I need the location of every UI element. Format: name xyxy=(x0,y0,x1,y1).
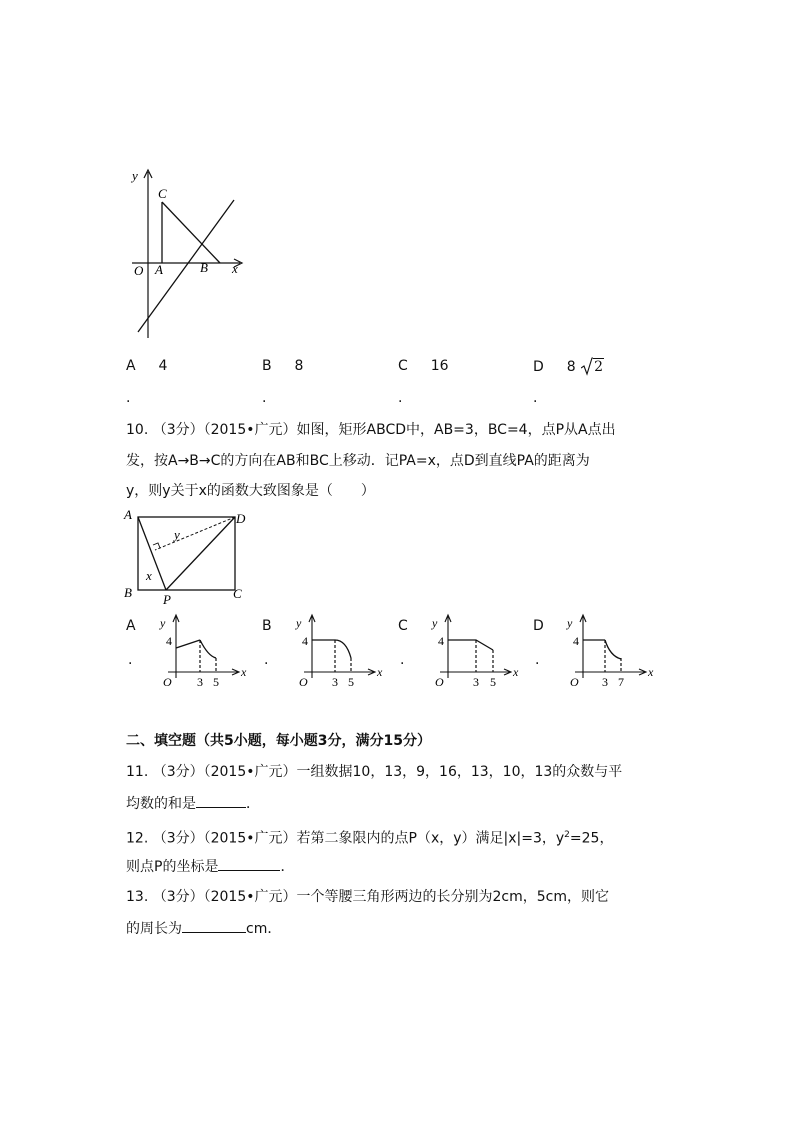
q10-option-a-origin: O xyxy=(163,675,172,689)
q10-option-b-graph xyxy=(274,612,392,692)
q10-option-a-letter: A xyxy=(126,618,136,634)
q10-option-c-origin: O xyxy=(435,675,444,689)
q10-option-b-x-tick-1: 3 xyxy=(332,675,338,689)
q10-option-b-dot: . xyxy=(264,652,269,668)
q9-option-a-value: 4 xyxy=(158,358,168,374)
q9-option-d-letter: D xyxy=(533,359,544,375)
q12-line-2-end: ． xyxy=(280,859,295,875)
q10-option-d-curve-arc xyxy=(605,640,621,659)
q9-option-d-radicand: 2 xyxy=(594,359,603,375)
q10-segment-pa xyxy=(138,517,166,590)
q10-option-a-x-tick-1: 3 xyxy=(197,675,203,689)
right-angle-icon xyxy=(153,543,160,548)
q9-coordinate-figure xyxy=(120,160,260,345)
q12-line-1-text: 12. （3分）（2015•广元）若第二象限内的点P（x，y）满足|x|=3，y xyxy=(126,830,565,847)
q10-label-x: x xyxy=(146,568,152,583)
q10-line-3: y，则y关于x的函数大致图象是（ ） xyxy=(126,483,375,499)
q10-line-2: 发，按A→B→C的方向在AB和BC上移动．记PA=x，点D到直线PA的距离为 xyxy=(126,453,590,469)
q13-answer-blank[interactable] xyxy=(182,918,246,933)
q10-option-d-y-tick: 4 xyxy=(573,634,579,648)
q13-line-1: 13. （3分）（2015•广元）一个等腰三角形两边的长分别为2cm，5cm，则它 xyxy=(126,889,609,905)
q13-line-2-text: 的周长为 xyxy=(126,921,182,937)
q9-option-c[interactable] xyxy=(398,356,449,376)
q10-option-c-letter: C xyxy=(398,618,408,634)
q9-option-b-value: 8 xyxy=(294,358,304,374)
q11-line-1: 11. （3分）（2015•广元）一组数据10，13，9，16，13，10，13的众数与平 xyxy=(126,764,623,780)
q10-option-b-letter: B xyxy=(262,618,272,634)
q10-option-d-x-label: x xyxy=(648,665,654,679)
q12-exponent: 2 xyxy=(564,830,570,840)
q10-option-b-curve-arc xyxy=(335,640,351,658)
q10-label-p: P xyxy=(163,592,171,607)
q10-option-b-y-label: y xyxy=(296,616,302,630)
q10-rectangle-figure xyxy=(118,505,258,613)
q10-line-1: 10. （3分）（2015•广元）如图，矩形ABCD中，AB=3，BC=4，点P从A点出 xyxy=(126,422,616,438)
q10-option-c-x-label: x xyxy=(513,665,519,679)
q10-option-a-curve-line xyxy=(176,640,200,648)
q9-option-b[interactable] xyxy=(262,356,303,376)
q9-option-a-dot: . xyxy=(126,390,131,406)
q9-label-c: C xyxy=(158,186,167,201)
q12-line-1 xyxy=(126,825,613,849)
q12-line-1-end: =25， xyxy=(569,830,614,847)
q10-option-a-x-tick-2: 5 xyxy=(213,675,219,689)
q10-option-a-x-label: x xyxy=(241,665,247,679)
q9-option-d-coef: 8 xyxy=(566,359,576,375)
q9-label-a: A xyxy=(155,262,163,277)
q10-option-a-dot: . xyxy=(128,652,133,668)
q9-label-o: O xyxy=(134,263,144,278)
q9-option-b-letter: B xyxy=(262,358,272,374)
q12-line-2-text: 则点P的坐标是 xyxy=(126,859,219,875)
q13-line-2 xyxy=(126,918,281,939)
q10-label-y: y xyxy=(174,527,180,542)
q9-option-c-letter: C xyxy=(398,358,408,374)
q9-option-c-value: 16 xyxy=(430,358,449,374)
q9-option-d-dot: . xyxy=(533,390,538,406)
q10-option-c-x-tick-2: 5 xyxy=(490,675,496,689)
q10-option-c-curve-line xyxy=(448,640,493,650)
q10-option-a-y-tick: 4 xyxy=(166,634,172,648)
section-2-title: 二、填空题（共5小题，每小题3分，满分15分） xyxy=(126,733,431,749)
q12-line-2 xyxy=(126,856,294,877)
q10-label-b: B xyxy=(124,585,132,600)
q10-label-a: A xyxy=(124,507,132,522)
q10-option-d-dot: . xyxy=(535,652,540,668)
q9-option-b-dot: . xyxy=(262,390,267,406)
q10-option-a-y-label: y xyxy=(160,616,166,630)
q10-option-b-origin: O xyxy=(299,675,308,689)
q11-line-2-end: ． xyxy=(246,796,260,812)
q10-option-d-y-label: y xyxy=(567,616,573,630)
q10-option-d-letter: D xyxy=(533,618,544,634)
q9-label-y: y xyxy=(132,168,138,183)
q13-line-2-end: cm． xyxy=(246,921,282,937)
q10-distance-line xyxy=(155,517,235,550)
q10-option-a-graph xyxy=(138,612,256,692)
q9-line xyxy=(138,200,234,332)
q9-option-d[interactable] xyxy=(533,356,604,377)
q10-option-d-graph xyxy=(545,612,663,692)
q10-option-c-y-tick: 4 xyxy=(438,634,444,648)
q11-line-2-text: 均数的和是 xyxy=(126,796,196,812)
q10-option-c-graph xyxy=(410,612,528,692)
q12-answer-blank[interactable] xyxy=(218,856,280,871)
q10-option-b-x-tick-2: 5 xyxy=(348,675,354,689)
q9-label-b: B xyxy=(200,260,208,275)
q10-option-b-y-tick: 4 xyxy=(302,634,308,648)
q10-option-a-curve-arc xyxy=(200,640,216,658)
q10-option-c-x-tick-1: 3 xyxy=(473,675,479,689)
q10-label-d: D xyxy=(236,511,246,526)
q10-option-c-dot: . xyxy=(400,652,405,668)
q9-option-a-letter: A xyxy=(126,358,136,374)
q9-label-x: x xyxy=(232,261,238,276)
q9-option-c-dot: . xyxy=(398,390,403,406)
q10-option-c-y-label: y xyxy=(432,616,438,630)
square-root-icon xyxy=(581,356,593,376)
q10-option-b-x-label: x xyxy=(377,665,383,679)
q10-option-d-origin: O xyxy=(570,675,579,689)
q9-segment-cb xyxy=(162,202,220,263)
q10-option-d-x-tick-1: 3 xyxy=(602,675,608,689)
q10-label-c: C xyxy=(233,586,242,601)
q9-option-a[interactable] xyxy=(126,356,167,376)
q11-line-2 xyxy=(126,793,260,814)
q10-option-d-x-tick-2: 7 xyxy=(618,675,624,689)
q11-answer-blank[interactable] xyxy=(196,793,246,808)
